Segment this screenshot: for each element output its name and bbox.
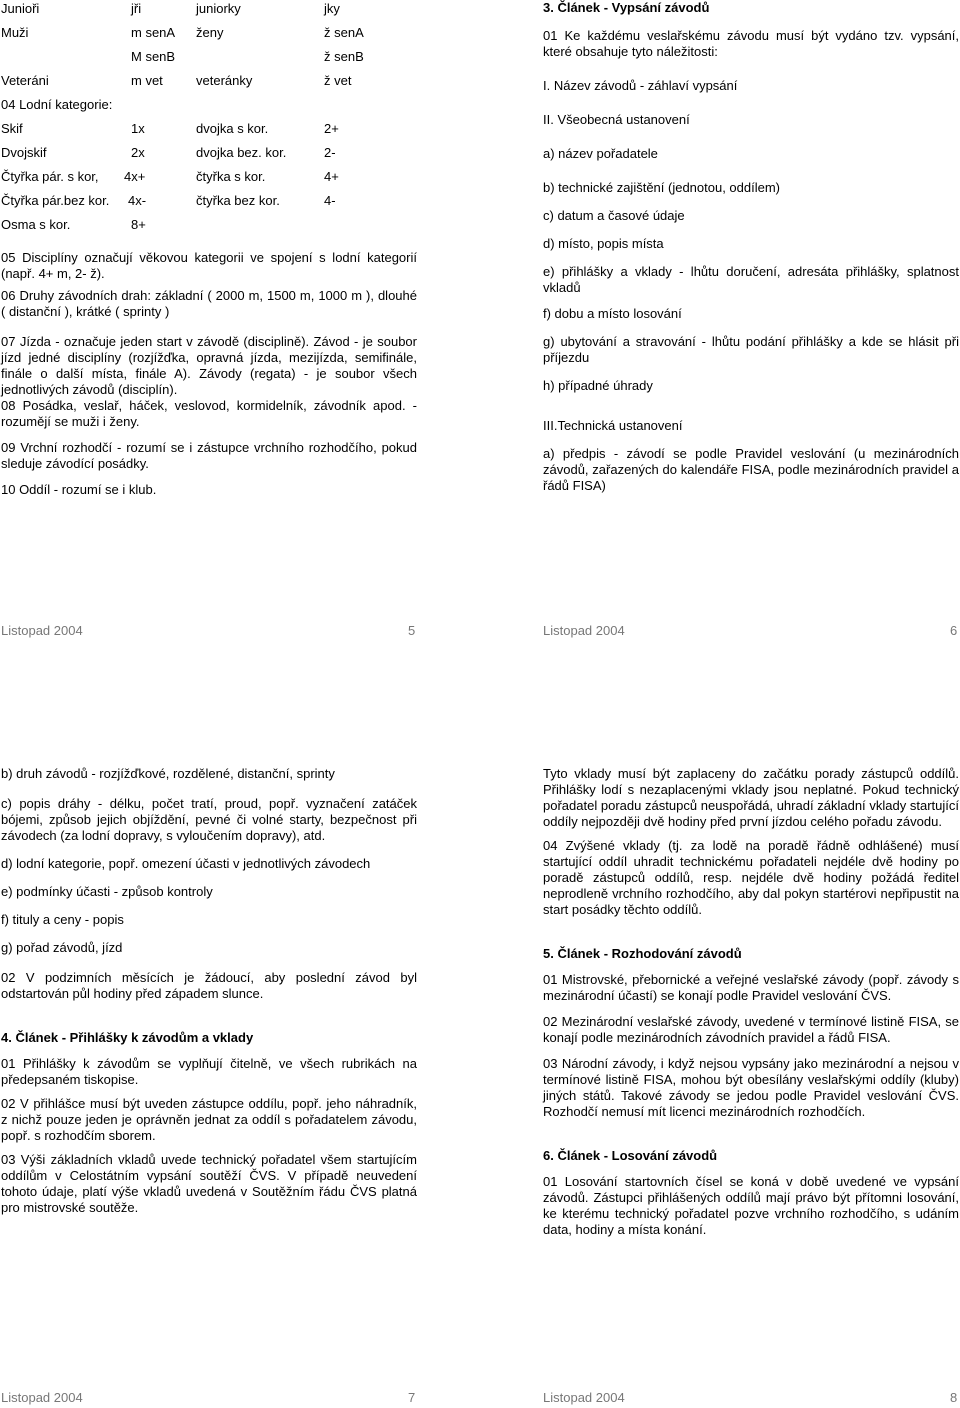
- section-heading: 3. Článek - Vypsání závodů: [543, 0, 710, 15]
- boat-row: [1, 120, 417, 144]
- page-number: 8: [950, 1390, 958, 1405]
- table-cell: 4x+: [124, 169, 146, 184]
- paragraph-06: 06 Druhy závodních drah: základní ( 2000 m, 1500 m, 1000 m ), dlouhé ( distanční ), krátké ( sprinty ): [1, 288, 417, 319]
- page-7-column: [1, 766, 417, 1216]
- list-item: f) dobu a místo losování: [543, 306, 682, 321]
- table-cell: 4-: [324, 193, 336, 208]
- paragraph-02: 02 V podzimních měsících je žádoucí, aby poslední závod byl odstartován půl hodiny před západem slunce.: [1, 970, 417, 1001]
- category-row: [1, 96, 417, 120]
- paragraph-03: 03 Výši základních vkladů uvede technický pořadatel všem startujícím oddílům v Celostátním vypsání soutěží ČVS. V případě neuvedení tohoto údaje, platí výše vkladů uvedená v Soutěžním řádu ČVS platná pro mistrovské soutěže.: [1, 1152, 417, 1215]
- table-cell: M senB: [131, 49, 176, 64]
- page-number: 7: [408, 1390, 416, 1405]
- table-cell: Veteráni: [1, 73, 49, 88]
- page-number: 5: [408, 623, 416, 638]
- category-row: [1, 0, 417, 24]
- table-cell: ž senB: [324, 49, 364, 64]
- table-cell: Skif: [1, 121, 23, 136]
- page-8-column: [543, 766, 959, 1238]
- table-cell: m senA: [131, 25, 176, 40]
- list-item: f) tituly a ceny - popis: [1, 912, 124, 927]
- page-5-column: [1, 0, 417, 498]
- list-item: c) datum a časové údaje: [543, 208, 685, 223]
- table-cell: 2+: [324, 121, 339, 136]
- list-item: d) lodní kategorie, popř. omezení účasti v jednotlivých závodech: [1, 856, 371, 871]
- list-item: II. Všeobecná ustanovení: [543, 112, 690, 127]
- paragraph-03: 03 Národní závody, i když nejsou vypsány jako mezinárodní a nejsou v termínové listině FISA, mohou být obesílány veslařskými oddíly (kluby) jiných států. Takové závody se jedou podle Pravidel veslování ČVS. Rozhodčí nemusí mít licenci mezinárodních rozhodčích.: [543, 1056, 959, 1119]
- list-item: III.Technická ustanovení: [543, 418, 683, 433]
- table-cell: Dvojskif: [1, 145, 47, 160]
- paragraph-08: 08 Posádka, veslař, háček, veslovod, kormidelník, závodník apod. - rozumějí se muži i ženy.: [1, 398, 417, 429]
- table-cell: 4x-: [128, 193, 147, 208]
- table-cell: Junioři: [1, 1, 40, 16]
- boat-row: [1, 192, 417, 216]
- list-item: I. Název závodů - záhlaví vypsání: [543, 78, 738, 93]
- table-cell: juniorky: [196, 1, 241, 16]
- table-cell: ženy: [196, 25, 224, 40]
- table-cell: dvojka s kor.: [196, 121, 269, 136]
- paragraph-01: 01 Mistrovské, přebornické a veřejné veslařské závody (popř. závody s mezinárodní účastí) se konají podle Pravidel veslování ČVS.: [543, 972, 959, 1003]
- section-heading: 4. Článek - Přihlášky k závodům a vklady: [1, 1030, 254, 1045]
- page-number: 6: [950, 623, 958, 638]
- category-row: [1, 48, 417, 72]
- paragraph-01: 01 Losování startovních čísel se koná v době uvedené ve vypsání závodů. Zástupci přihlášených oddílů mají právo být přítomni losování, ke kterému technický pořadatel pozve vrchního rozhodčího, s udáním data, hodiny a místa konání.: [543, 1174, 959, 1237]
- footer-date: Listopad 2004: [543, 623, 625, 638]
- table-cell: Muži: [1, 25, 29, 40]
- boat-row: [1, 216, 417, 240]
- paragraph-05: 05 Disciplíny označují věkovou kategorii ve spojení s lodní kategorií (např. 4+ m, 2- ž).: [1, 250, 417, 281]
- list-item: c) popis dráhy - délku, počet tratí, proud, popř. vyznačení zatáček bójemi, způsob jejich objíždění, pevné či volné starty, bezpečnost při závodech (za lodní dopravy, s vyloučením dopravy), atd.: [1, 796, 417, 843]
- table-cell: Čtyřka pár. s kor,: [1, 169, 99, 184]
- table-cell: Čtyřka pár.bez kor.: [1, 193, 110, 208]
- paragraph-01: 01 Přihlášky k závodům se vyplňují čitelně, ve všech rubrikách na předepsaném tiskopise.: [1, 1056, 417, 1087]
- table-cell: ž senA: [324, 25, 364, 40]
- table-cell: čtyřka bez kor.: [196, 193, 280, 208]
- table-cell: jři: [131, 1, 142, 16]
- table-cell: 2-: [324, 145, 336, 160]
- paragraph-07: 07 Jízda - označuje jeden start v závodě (disciplině). Závod - je soubor jízd jedné disciplíny (rozjížďka, opravná jízda, mezijízda, semifinále, finále o další místa, finále A). Závody (regata) - je soubor všech jednotlivých závodů (disciplín).: [1, 334, 417, 397]
- paragraph-04: 04 Zvýšené vklady (tj. za lodě na poradě řádně odhlášené) musí startující oddíl uhradit technickému pořadateli nejdéle dvě hodiny po poradě zástupců oddílů, resp. nejdéle dvě hodiny požádá ředitel neprodleně vrchního rozhodčího, aby dal pokyn startérovi nepřipustit na start posádky těchto oddílů.: [543, 838, 959, 917]
- boat-row: [1, 144, 417, 168]
- table-cell: 1x: [131, 121, 145, 136]
- list-item: b) technické zajištění (jednotou, oddílem): [543, 180, 781, 195]
- list-item: e) přihlášky a vklady - lhůtu doručení, adresáta přihlášky, splatnost vkladů: [543, 264, 959, 295]
- table-cell: jky: [324, 1, 340, 16]
- list-item: g) pořad závodů, jízd: [1, 940, 123, 955]
- paragraph-10: 10 Oddíl - rozumí se i klub.: [1, 482, 157, 497]
- table-cell: m vet: [131, 73, 163, 88]
- table-cell: Osma s kor.: [1, 217, 71, 232]
- list-item: h) případné úhrady: [543, 378, 653, 393]
- category-row: [1, 24, 417, 48]
- table-cell: dvojka bez. kor.: [196, 145, 287, 160]
- paragraph-02: 02 Mezinárodní veslařské závody, uvedené v termínové listině FISA, se konají podle mezinárodních závodních pravidel a řádů FISA.: [543, 1014, 959, 1045]
- table-cell: 2x: [131, 145, 145, 160]
- table-cell: veteránky: [196, 73, 253, 88]
- category-row: [1, 72, 417, 96]
- table-cell: čtyřka s kor.: [196, 169, 266, 184]
- paragraph-02: 02 V přihlášce musí být uveden zástupce oddílu, popř. jeho náhradník, z nichž pouze jeden je oprávněn jednat za oddíl s pořadatelem závodu, popř. s rozhodčím sborem.: [1, 1096, 417, 1143]
- boat-row: [1, 168, 417, 192]
- paragraph: Tyto vklady musí být zaplaceny do začátku porady zástupců oddílů. Přihlášky lodí s nezaplacenými vklady jsou neplatné. Pokud technický pořadatel poradu zástupců neuspořádá, uhradí základní vklady startující oddíly nejpozději dvě hodiny před první jízdou celého pořadu závodu.: [543, 766, 959, 829]
- list-item: b) druh závodů - rozjížďkové, rozdělené, distanční, sprinty: [1, 766, 335, 781]
- list-item: e) podmínky účasti - způsob kontroly: [1, 884, 213, 899]
- table-cell: 04 Lodní kategorie:: [1, 97, 113, 112]
- section-heading: 5. Článek - Rozhodování závodů: [543, 946, 742, 961]
- paragraph-01: 01 Ke každému veslařskému závodu musí být vydáno tzv. vypsání, které obsahuje tyto náležitosti:: [543, 28, 959, 59]
- list-item: a) předpis - závodí se podle Pravidel veslování (u mezinárodních závodů, zařazených do kalendáře FISA, podle mezinárodních pravidel a řádů FISA): [543, 446, 959, 493]
- footer-date: Listopad 2004: [1, 623, 83, 638]
- page-6-column: [543, 0, 959, 494]
- paragraph-09: 09 Vrchní rozhodčí - rozumí se i zástupce vrchního rozhodčího, pokud sleduje závodící posádky.: [1, 440, 417, 471]
- table-cell: 4+: [324, 169, 339, 184]
- footer-date: Listopad 2004: [1, 1390, 83, 1405]
- table-cell: ž vet: [324, 73, 352, 88]
- section-heading: 6. Článek - Losování závodů: [543, 1148, 718, 1163]
- table-cell: 8+: [131, 217, 146, 232]
- footer-date: Listopad 2004: [543, 1390, 625, 1405]
- list-item: d) místo, popis místa: [543, 236, 664, 251]
- list-item: g) ubytování a stravování - lhůtu podání přihlášky a kde se hlásit při příjezdu: [543, 334, 959, 365]
- list-item: a) název pořadatele: [543, 146, 658, 161]
